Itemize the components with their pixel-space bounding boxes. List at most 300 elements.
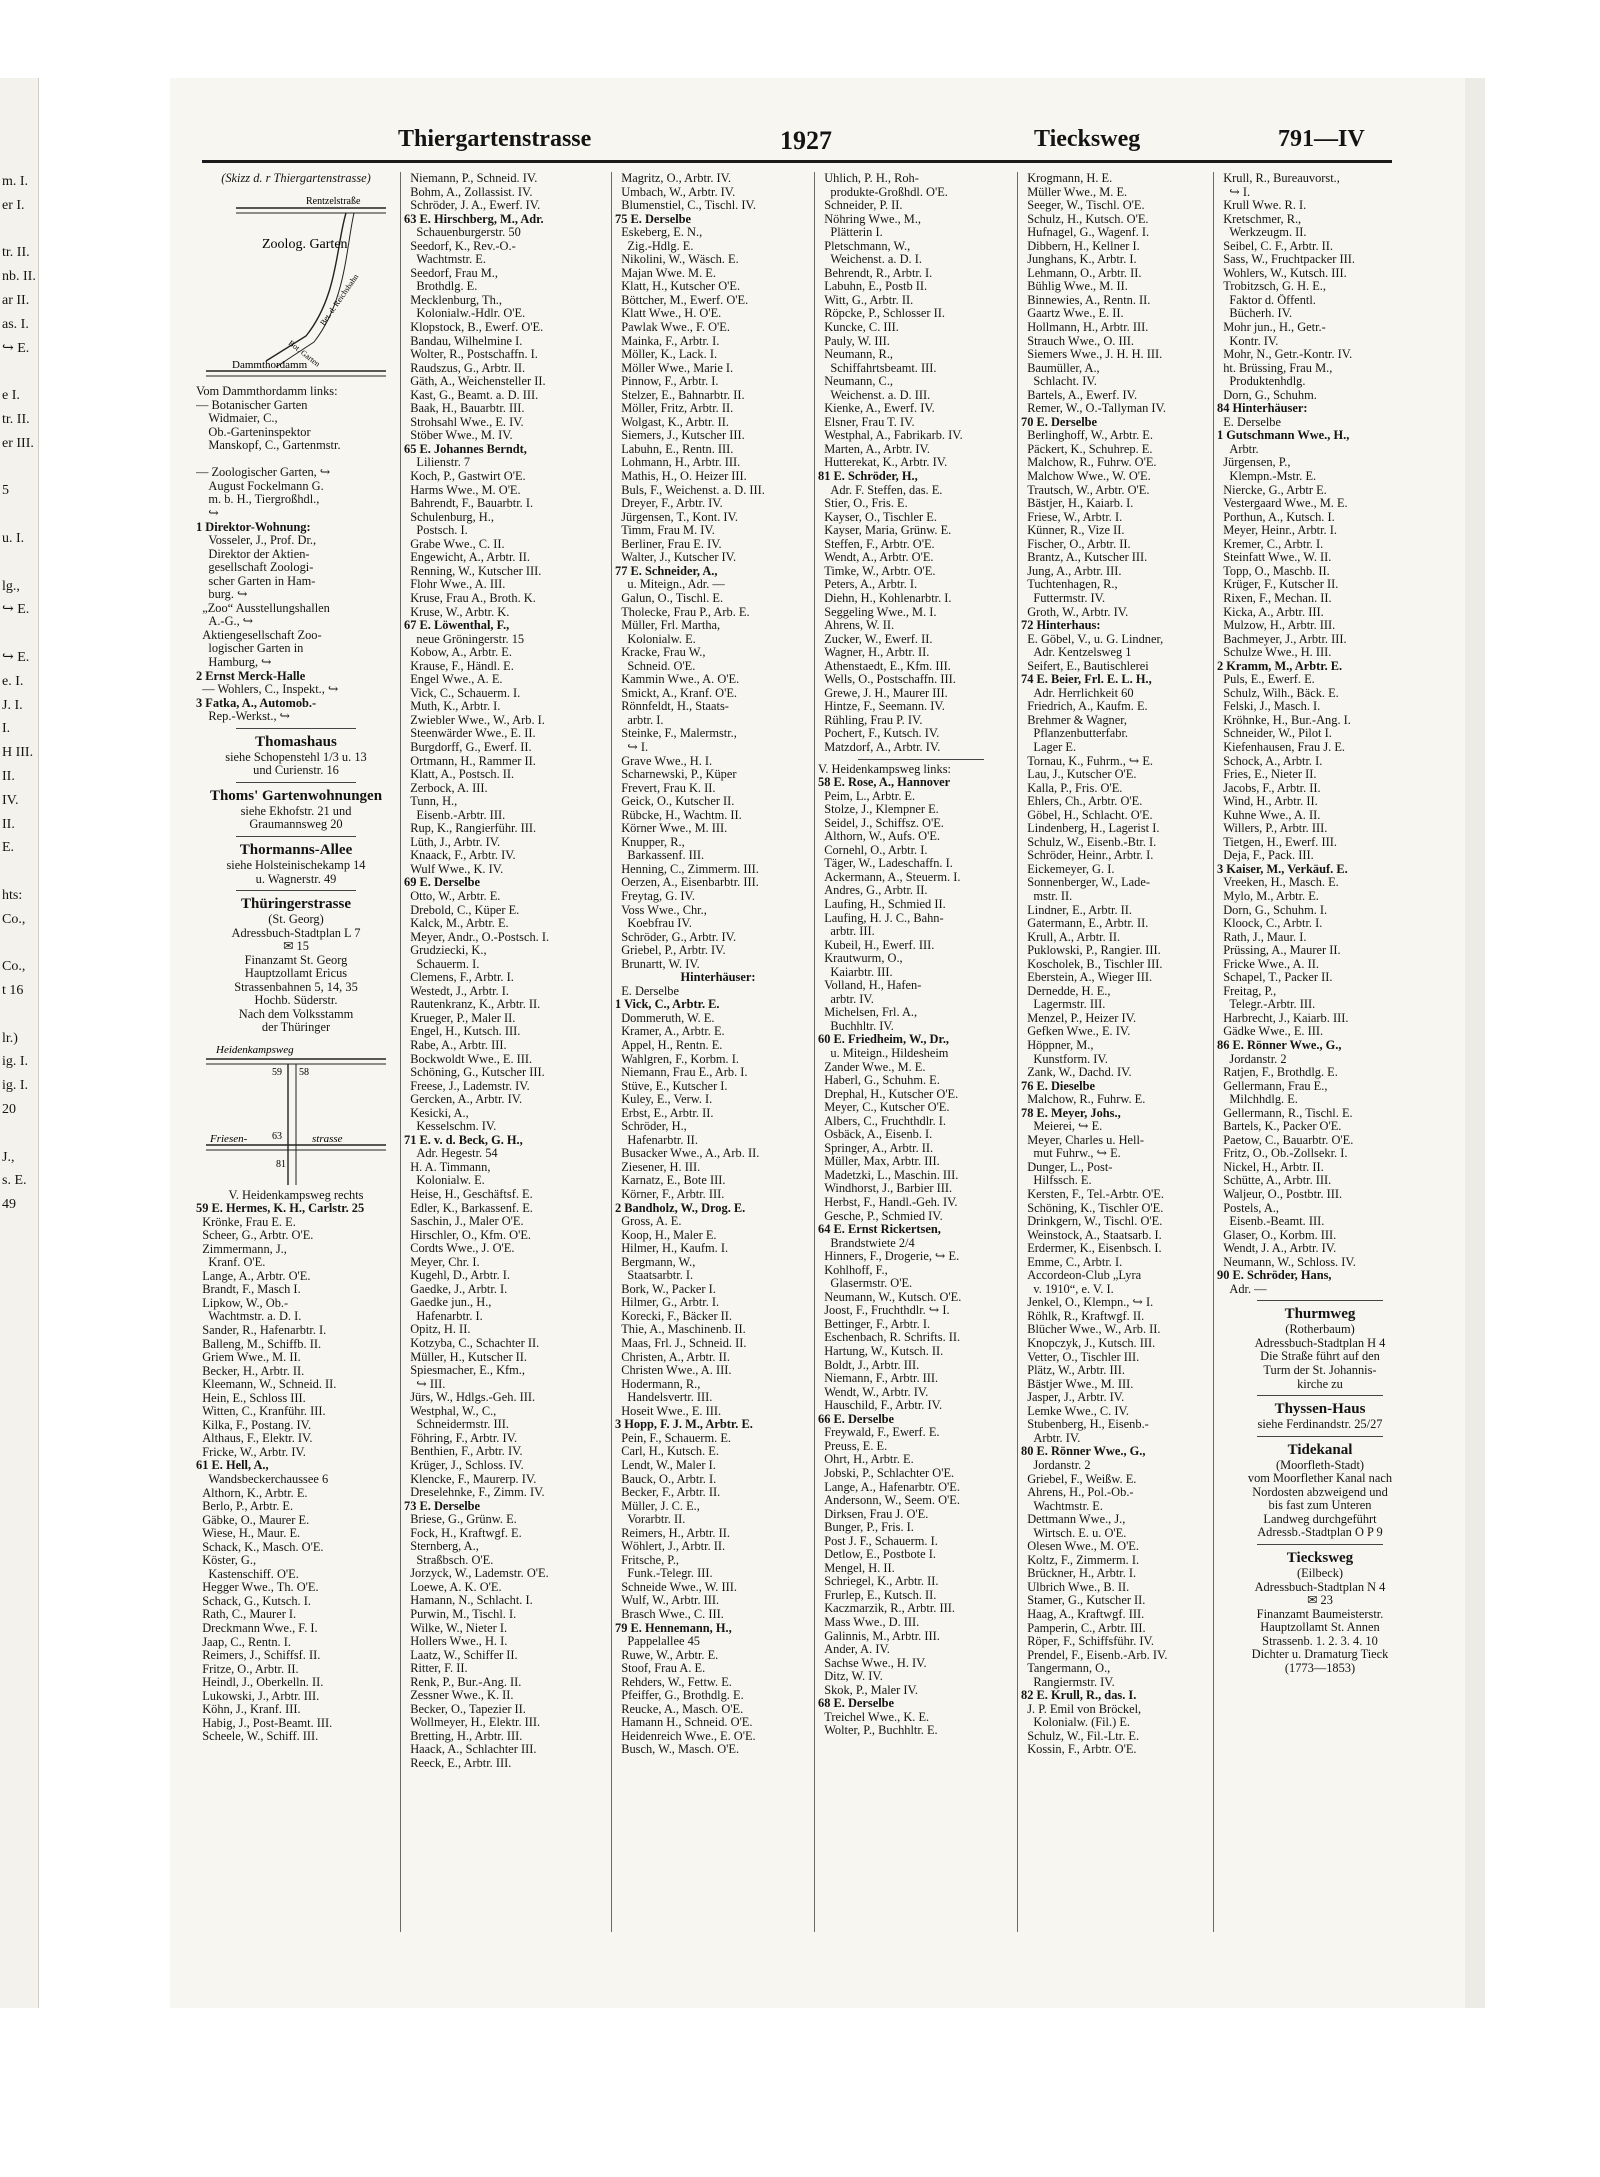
directory-entry: Kloock, C., Arbtr. I. [1217,917,1323,931]
directory-entry: Wulf, W., Arbtr. III. [615,1594,720,1608]
directory-entry: Hein, E., Schloss III. [196,1391,306,1405]
directory-entry: Krönke, Frau E. E. [196,1215,296,1229]
street-heading: Thoms' Gartenwohnungen [209,787,383,804]
directory-entry: Jenkel, O., Klempn., ↪ I. [1021,1296,1154,1310]
directory-entry: H. A. Timmann, [404,1160,491,1174]
directory-entry: Skok, P., Maler IV. [818,1683,918,1697]
directory-entry: Fritz, O., Ob.-Zollsekr. I. [1217,1147,1348,1161]
directory-entry: Koch, P., Gastwirt O'E. [404,470,526,484]
directory-entry: Cornehl, O., Arbtr. I. [818,843,928,857]
fragment-line: hts: [2,887,23,903]
directory-entry: Dreckmann Wwe., F. I. [196,1622,318,1636]
directory-entry: Göbel, H., Schlacht. O'E. [1021,808,1153,822]
directory-entry: Ziesener, H. III. [615,1160,701,1174]
map-number: 81 [276,1158,286,1170]
directory-entry: Kaczmarzik, R., Arbtr. III. [818,1602,955,1616]
page-edge [1465,78,1485,2008]
directory-entry: Fritze, O., Arbtr. II. [196,1662,299,1676]
directory-entry: Timke, W., Arbtr. O'E. [818,564,936,578]
directory-entry: Westphal, W., C., [404,1404,497,1418]
directory-entry: Ortmann, H., Rammer II. [404,754,536,768]
directory-entry: Glaser, O., Korbm. III. [1217,1228,1337,1242]
directory-entry: Lindenberg, H., Lagerist I. [1021,822,1160,836]
directory-entry: Bockwoldt Wwe., E. III. [404,1052,533,1066]
directory-entry: siehe Holsteinischekamp 14 [226,858,366,872]
directory-entry: Stier, O., Fris. E. [818,497,908,511]
directory-entry: Hollmann, H., Arbtr. III. [1021,321,1149,335]
directory-entry: Laufing, H., Schmied II. [818,897,946,911]
directory-entry: Puls, E., Ewerf. E. [1217,673,1315,687]
directory-entry: Elsner, Frau T. IV. [818,415,915,429]
directory-entry: Adr. F. Steffen, das. E. [818,483,943,497]
directory-entry: gesellschaft Zoologi- [196,561,314,575]
directory-entry: Detlow, E., Postbote I. [818,1548,936,1562]
directory-entry: Marten, A., Arbtr. IV. [818,442,930,456]
directory-entry: 59 E. Hermes, K. H., Carlstr. 25 [196,1202,365,1216]
map-top-street: Heidenkampsweg [216,1043,294,1056]
directory-entry: Mylo, M., Arbtr. E. [1217,889,1319,903]
directory-entry: Kiefenhausen, Frau J. E. [1217,740,1346,754]
directory-entry: Ahrens, H., Pol.-Ob.- [1021,1486,1134,1500]
directory-entry: Adressbuch-Stadtplan L 7 [231,926,361,940]
fragment-line: tr. II. [2,411,30,427]
directory-entry: Möller, Fritz, Arbtr. II. [615,402,734,416]
directory-entry: 3 Fatka, A., Automob.- [196,696,317,710]
page-header [202,126,1365,156]
directory-entry: Kruse, Frau A., Broth. K. [404,591,536,605]
directory-entry: Bahrendt, F., Bauarbtr. I. [404,497,534,511]
directory-entry: Hegger Wwe., Th. O'E. [196,1581,319,1595]
directory-entry: Dibbern, H., Kellner I. [1021,239,1140,253]
directory-entry: Eskeberg, E. N., [615,226,703,240]
directory-entry: Stöber Wwe., M. IV. [404,429,513,443]
directory-entry: Lendt, W., Maler I. [615,1458,716,1472]
map-bot: Bot. Garten [286,338,322,369]
directory-entry: 72 Hinterhaus: [1021,619,1101,633]
fragment-line: lg., [2,578,20,594]
directory-entry: Kossin, F., Arbtr. O'E. [1021,1743,1137,1757]
gutter [38,78,170,2008]
directory-entry: Appel, H., Rentn. E. [615,1039,723,1052]
directory-entry: Finanzamt Baumeisterstr. [1256,1607,1384,1621]
directory-entry: Kracke, Frau W., [615,646,706,660]
directory-entry: Körner Wwe., M. III. [615,822,728,836]
directory-entry: Zimmermann, J., [196,1242,287,1256]
directory-entry: Springer, A., Arbtr. II. [818,1141,934,1155]
directory-entry: Schulz, W., Fil.-Ltr. E. [1021,1729,1140,1743]
directory-entry: Lau, J., Kutscher O'E. [1021,768,1137,782]
directory-entry: Jordanstr. 2 [1021,1458,1091,1472]
directory-entry: Arbtr. [1217,442,1259,456]
directory-entry: Grave Wwe., H. I. [615,754,713,768]
directory-entry: Ditz, W. IV. [818,1670,883,1684]
directory-entry: Vestergaard Wwe., M. E. [1217,497,1348,511]
directory-entry: Strassenbahnen 5, 14, 35 [234,980,358,994]
directory-entry: Möller Wwe., Marie I. [615,361,734,375]
directory-entry: Mohr jun., H., Getr.- [1217,321,1326,335]
directory-entry: Koebfrau IV. [615,917,692,931]
directory-entry: Hafenarbtr. I. [404,1309,483,1323]
directory-entry: Schneider, W., Pilot I. [1217,727,1332,741]
directory-entry: Engel, H., Kutsch. III. [404,1025,521,1039]
directory-entry: Knupper, R., [615,835,685,849]
directory-entry: Stüve, E., Kutscher I. [615,1079,728,1093]
directory-entry: siehe Ferdinandstr. 25/27 [1257,1418,1383,1432]
directory-entry: Steinfatt Wwe., W. II. [1217,551,1332,565]
column-3 [615,172,821,1932]
directory-entry: Topp, O., Maschb. II. [1217,564,1330,578]
directory-entry: Bartels, K., Packer O'E. [1217,1120,1342,1134]
directory-entry: Zucker, W., Ewerf. II. [818,632,933,646]
directory-entry: Strassenb. 1. 2. 3. 4. 10 [1262,1634,1378,1648]
directory-entry: Klatt Wwe., H. O'E. [615,307,722,321]
directory-entry: kirche zu [1297,1377,1343,1391]
directory-entry: Krull, A., Arbtr. II. [1021,930,1121,944]
directory-entry: Eberstein, A., Wieger III. [1021,971,1153,985]
directory-entry: Schröder, H., [615,1120,687,1134]
directory-entry: Gaartz Wwe., E. II. [1021,307,1124,321]
directory-entry: Walter, J., Kutscher IV. [615,551,737,565]
directory-entry: Haberl, G., Schuhm. E. [818,1074,940,1088]
directory-entry: Lemke Wwe., C. IV. [1021,1404,1129,1418]
directory-entry: Althaus, F., Elektr. IV. [196,1432,313,1446]
directory-entry: Lager E. [1021,740,1077,754]
directory-entry: Spiesmacher, E., Kfm., [404,1364,525,1378]
directory-entry: Kammin Wwe., A. O'E. [615,673,740,687]
directory-entry: Stoof, Frau A. E. [615,1662,706,1676]
directory-entry: Hintze, F., Seemann. IV. [818,700,945,714]
directory-entry: Kastenschiff. O'E. [196,1567,299,1581]
column-4 [818,172,1024,1932]
directory-entry: Malchow, R., Fuhrw. E. [1021,1093,1146,1107]
directory-entry: Mass Wwe., D. III. [818,1615,920,1629]
directory-entry: Baak, H., Bauarbtr. III. [404,402,525,416]
directory-entry: Kast, G., Beamt. a. D. III. [404,388,539,402]
directory-entry: Brothdlg. E. [404,280,478,294]
directory-entry: Ruwe, W., Arbtr. E. [615,1648,719,1662]
directory-entry: Peters, A., Arbtr. I. [818,578,918,592]
directory-entry: Schulze Wwe., H. III. [1217,646,1332,660]
directory-entry: Adr. Kentzelsweg 1 [1021,646,1132,660]
directory-entry: — Botanischer Garten [196,398,308,412]
directory-entry: Strohsahl Wwe., E. IV. [404,415,524,429]
directory-entry: ✉ 15 [283,940,309,954]
directory-entry: Galinnis, M., Arbtr. III. [818,1629,940,1643]
directory-entry: Bücherh. IV. [1217,307,1293,321]
directory-entry: Hauschild, F., Arbtr. IV. [818,1399,943,1413]
directory-entry: 73 E. Derselbe [404,1499,481,1513]
directory-entry: Hilmer, G., Arbtr. I. [615,1296,720,1310]
directory-entry: Loewe, A. K. O'E. [404,1580,502,1594]
directory-entry: Glasermstr. O'E. [818,1277,913,1291]
directory-entry: 78 E. Meyer, Johs., [1021,1106,1121,1120]
directory-entry: Vosseler, J., Prof. Dr., [196,534,317,548]
fragment-line: nb. II. [2,269,36,285]
directory-entry: Kolonialw.-Hdlr. O'E. [404,307,526,321]
directory-entry: Röpcke, P., Schlosser II. [818,307,945,321]
section-separator [858,759,984,760]
directory-entry: Kesicki, A., [404,1106,469,1120]
directory-entry: Sander, R., Hafenarbtr. I. [196,1323,327,1337]
directory-entry: Andres, G., Arbtr. II. [818,884,928,898]
fragment-line: ig. I. [2,1054,29,1070]
directory-entry: Körner, F., Arbtr. III. [615,1188,725,1202]
directory-entry: Hauptzollamt St. Annen [1260,1621,1380,1635]
directory-entry: Tangermann, O., [1021,1662,1111,1676]
directory-entry: ht. Brüssing, Frau M., [1217,361,1333,375]
directory-entry: Dreselehnke, F., Zimm. IV. [404,1486,545,1500]
directory-entry: Engewicht, A., Arbtr. II. [404,551,530,565]
directory-entry: bis fast zum Unteren [1268,1499,1372,1513]
directory-entry: Sachse Wwe., H. IV. [818,1656,927,1670]
directory-entry: Pletschmann, W., [818,239,911,253]
directory-entry: Gaedke, J., Arbtr. I. [404,1282,508,1296]
directory-entry: Nöhring Wwe., M., [818,212,922,226]
directory-entry: Berliner, Frau E. IV. [615,537,722,551]
directory-entry: Mohr, N., Getr.-Kontr. IV. [1217,348,1353,362]
directory-entry: Zank, W., Dachd. IV. [1021,1066,1132,1080]
directory-entry: Waljeur, O., Postbtr. III. [1217,1188,1343,1202]
directory-entry: Opitz, H. II. [404,1323,471,1337]
street-heading: Thüringerstrasse [241,896,351,913]
directory-entry: Muth, K., Arbtr. I. [404,700,501,714]
directory-entry: Rixen, F., Mechan. II. [1217,591,1332,605]
directory-entry: arbtr. I. [615,713,664,727]
directory-entry: Mecklenburg, Th., [404,293,502,307]
directory-entry: Drebold, C., Küper E. [404,903,520,917]
directory-entry: Jorzyck, W., Lademstr. O'E. [404,1567,549,1581]
directory-entry: Kalck, M., Arbtr. E. [404,917,509,931]
directory-entry: Bandau, Wilhelmine I. [404,334,523,348]
directory-entry: Siemers Wwe., J. H. H. III. [1021,348,1163,362]
directory-entry: Kolonialw. E. [615,632,696,646]
directory-entry: Fricke, W., Arbtr. IV. [196,1445,306,1459]
directory-entry: Vom Dammthordamm links: [196,385,338,399]
directory-entry: Bohm, A., Zollassist. IV. [404,185,533,199]
directory-entry: Albers, C., Fruchthdlr. I. [818,1114,947,1128]
section-separator [1257,1436,1383,1437]
directory-entry: Werkzeugm. II. [1217,226,1307,240]
directory-entry: Arbtr. IV. [1021,1431,1081,1445]
section-separator [1257,1544,1383,1545]
directory-entry: Pinnow, F., Arbtr. I. [615,375,719,389]
directory-entry: Straßbsch. O'E. [404,1553,494,1567]
directory-entry: Fritsche, P., [615,1553,680,1567]
directory-entry: Dichter u. Dramaturg Tieck [1251,1648,1389,1662]
directory-entry: Renning, W., Kutscher III. [404,564,542,578]
directory-entry: Föhring, F., Arbtr. IV. [404,1431,518,1445]
directory-entry: arbtr. IV. [818,992,874,1006]
directory-entry: Behrendt, R., Arbtr. I. [818,266,933,280]
directory-entry: Gatermann, E., Arbtr. II. [1021,917,1149,931]
directory-entry: Karnatz, E., Bote III. [615,1174,726,1188]
directory-entry: Umbach, W., Arbtr. IV. [615,185,736,199]
directory-entry: Wolgast, K., Arbtr. II. [615,415,729,429]
directory-entry: Reimers, J., Schiffsf. II. [196,1649,321,1663]
directory-entry: Hochb. Süderstr. [254,994,338,1008]
directory-entry: Freywald, F., Ewerf. E. [818,1426,940,1440]
directory-entry: Schauenburgerstr. 50 [404,226,521,240]
directory-entry: Binnewies, A., Rentn. II. [1021,293,1151,307]
directory-entry: Brehmer & Wagner, [1021,713,1127,727]
map-left-street: Friesen- [210,1132,248,1145]
directory-entry: Lüth, J., Arbtr. IV. [404,835,501,849]
directory-entry: Jacobs, F., Arbtr. II. [1217,781,1321,795]
directory-entry: Westphal, A., Fabrikarb. IV. [818,429,963,443]
directory-entry: vom Moorflether Kanal nach [1247,1472,1393,1486]
directory-entry: Treichel Wwe., K. E. [818,1710,930,1724]
directory-entry: Korecki, F., Bäcker II. [615,1309,733,1323]
directory-entry: Nikolini, W., Wäsch. E. [615,253,739,267]
fragment-line: tr. II. [2,245,30,261]
fragment-line: II. [2,768,15,784]
directory-entry: E. Derselbe [615,984,679,998]
map-bot2: Bet. d. Reichsbahn [318,272,361,327]
directory-entry: Hirschler, O., Kfm. O'E. [404,1228,531,1242]
directory-entry: Harbrecht, J., Kaiarb. III. [1217,1011,1349,1025]
directory-entry: Kranf. O'E. [196,1256,266,1270]
directory-entry: Pfeiffer, G., Brothdlg. E. [615,1689,744,1703]
fragment-line: e. I. [2,673,24,689]
directory-entry: Meyer, Andr., O.-Postsch. I. [404,930,550,944]
directory-entry: Weichenst. a. D. III. [818,388,931,402]
directory-entry: Drinkgern, W., Tischl. O'E. [1021,1215,1163,1229]
map-caption: (Skizz d. r Thiergartenstrasse) [221,172,371,185]
directory-entry: Krüger, F., Kutscher II. [1217,578,1339,592]
directory-entry: Staatsarbtr. I. [615,1269,694,1283]
directory-entry: Reeck, E., Arbtr. III. [404,1756,512,1770]
directory-entry: Pawlak Wwe., F. O'E. [615,321,730,335]
directory-entry: Erbst, E., Arbtr. II. [615,1106,714,1120]
directory-entry: Baumüller, A., [1021,361,1100,375]
directory-entry: 1 Gutschmann Wwe., H., [1217,429,1350,443]
directory-entry: Meierei, ↪ E. [1021,1120,1103,1134]
map-number: 59 [272,1066,282,1078]
directory-entry: Schneider, P. II. [818,199,903,213]
directory-entry: burg. ↪ [196,588,248,602]
directory-entry: Krueger, P., Maler II. [404,1011,516,1025]
directory-entry: Buchhltr. IV. [818,1019,894,1033]
directory-entry: Andersonn, W., Seem. O'E. [818,1494,960,1508]
directory-entry: arbtr. III. [818,925,875,939]
directory-entry: Seedorf, K., Rev.-O.- [404,239,516,253]
directory-entry: Meyer, C., Kutscher O'E. [818,1101,950,1115]
directory-entry: Tietgen, H., Ewerf. III. [1217,835,1337,849]
directory-entry: Felski, J., Masch. I. [1217,700,1321,714]
directory-entry: Seidel, J., Schiffsz. O'E. [818,816,944,830]
directory-entry: Burgdorff, G., Ewerf. II. [404,740,532,754]
directory-entry: Stolze, J., Klempner E. [818,803,939,817]
directory-entry: Jordanstr. 2 [1217,1052,1287,1066]
directory-entry: Joost, F., Fruchthdlr. ↪ I. [818,1304,950,1318]
directory-entry: Rübcke, H., Wachtm. II. [615,808,742,822]
directory-entry: Labuhn, E., Postb II. [818,280,928,294]
directory-entry: Widmaier, C., [196,412,278,426]
directory-entry: 1 Direktor-Wohnung: [196,520,311,534]
section-separator [236,782,356,783]
directory-entry: ↪ [196,507,219,521]
fragment-line: IV. [2,792,19,808]
directory-entry: Wahlgren, F., Korbm. I. [615,1052,739,1066]
directory-entry: Gellermann, Frau E., [1217,1079,1328,1093]
directory-entry: Dorn, G., Schuhm. [1217,388,1317,402]
directory-entry: Otto, W., Arbtr. E. [404,889,501,903]
directory-entry: Mengel, H. II. [818,1561,895,1575]
fragment-line: er I. [2,197,25,213]
directory-entry: Wendt, J. A., Arbtr. IV. [1217,1242,1337,1256]
directory-entry: Pflanzenbutterfabr. [1021,727,1129,741]
directory-entry: Köhn, J., Kranf. III. [196,1703,301,1717]
directory-entry: Schriegel, K., Arbtr. II. [818,1575,939,1589]
section-separator [236,836,356,837]
fragment-line: Co., [2,911,26,927]
directory-entry: Herbst, F., Handl.-Geh. IV. [818,1196,958,1210]
directory-entry: Rehders, W., Fettw. E. [615,1675,732,1689]
directory-entry: 64 E. Ernst Rickertsen, [818,1223,941,1237]
directory-entry: Röhlk, R., Kraftwgf. II. [1021,1309,1145,1323]
directory-entry: Althorn, K., Arbtr. E. [196,1486,308,1500]
thiergartenstrasse-sketch-map [196,186,396,382]
directory-entry: Rönnfeldt, H., Staats- [615,700,729,714]
directory-entry: Möller, K., Lack. I. [615,348,718,362]
map-number: 63 [272,1130,282,1142]
directory-entry: Edler, K., Barkassenf. E. [404,1201,533,1215]
directory-entry: Bauck, O., Arbtr. I. [615,1472,717,1486]
directory-entry: Hodermann, R., [615,1377,701,1391]
directory-entry: Niemann, Frau E., Arb. I. [615,1066,748,1080]
directory-entry: Ulbrich Wwe., B. II. [1021,1580,1130,1594]
directory-entry: Dorn, G., Schuhm. I. [1217,903,1328,917]
directory-entry: Christen, A., Arbtr. II. [615,1350,730,1364]
directory-entry: Freitag, P., [1217,984,1277,998]
directory-entry: Stamer, G., Kutscher II. [1021,1594,1146,1608]
directory-entry: Klatt, H., Kutscher O'E. [615,280,741,294]
directory-entry: Zander Wwe., M. E. [818,1060,926,1074]
directory-entry: Geick, O., Kutscher II. [615,795,735,809]
directory-entry: Brasch Wwe., C. III. [615,1607,724,1621]
directory-entry: 71 E. v. d. Beck, G. H., [404,1133,523,1147]
directory-entry: Klempn.-Mstr. E. [1217,470,1317,484]
directory-entry: Malchow Wwe., W. O'E. [1021,470,1151,484]
directory-entry: Pappelallee 45 [615,1635,700,1649]
directory-entry: Becker, H., Arbtr. II. [196,1364,305,1378]
directory-entry: Berlo, P., Arbtr. E. [196,1500,294,1514]
directory-entry: Pein, F., Schauerm. E. [615,1431,732,1445]
directory-entry: Kuley, E., Verw. I. [615,1093,713,1107]
directory-entry: Bachmeyer, J., Arbtr. III. [1217,632,1347,646]
directory-entry: Müller, J. C. E., [615,1499,700,1513]
directory-entry: Windhorst, J., Barbier III. [818,1182,953,1196]
directory-entry: m. b. H., Tiergroßhdl., [196,493,320,507]
directory-entry: Trautsch, W., Arbtr. O'E. [1021,483,1150,497]
directory-entry: Laatz, W., Schiffer II. [404,1648,518,1662]
directory-entry: Schröder, J. A., Ewerf. IV. [404,199,541,213]
directory-entry: Grudziecki, K., [404,944,487,958]
directory-entry: Lindner, E., Arbtr. II. [1021,903,1132,917]
directory-entry: 65 E. Johannes Berndt, [404,442,527,456]
fragment-line [2,456,38,480]
directory-entry: Rep.-Werkst., ↪ [196,710,291,724]
directory-entry: Künner, R., Vize II. [1021,524,1125,538]
directory-entry: Junghans, K., Arbtr. I. [1021,253,1137,267]
directory-entry: Eickemeyer, G. I. [1021,862,1115,876]
directory-entry: Gesche, P., Schmied IV. [818,1209,943,1223]
directory-entry: Landweg durchgeführt [1263,1512,1377,1526]
directory-entry: Fries, E., Nieter II. [1217,768,1317,782]
directory-entry: (St. Georg) [268,913,324,927]
column-divider [400,172,401,1932]
street-heading: Thurmweg [1284,1306,1356,1323]
